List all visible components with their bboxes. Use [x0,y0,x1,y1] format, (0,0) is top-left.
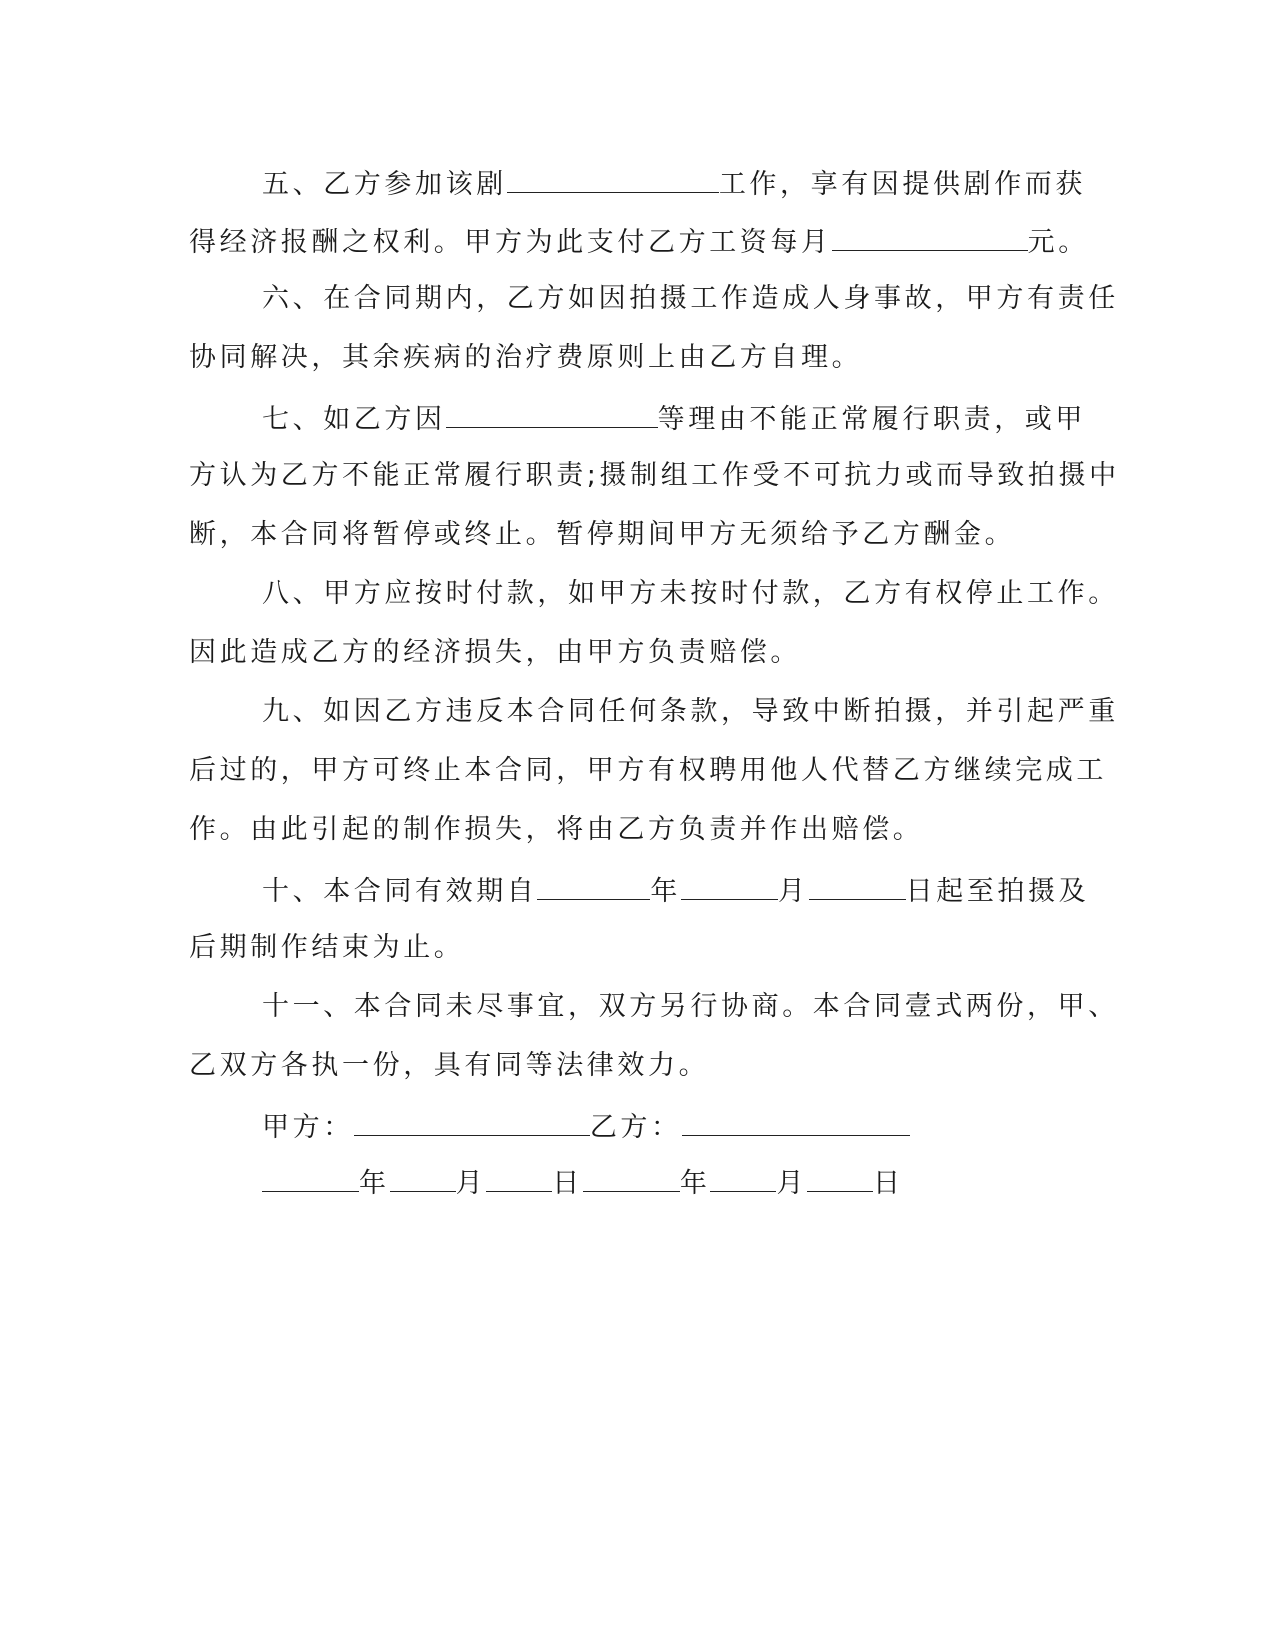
clause-7-text-b: 等理由不能正常履行职责，或甲 [657,404,1087,435]
clause-10-year: 年 [650,876,682,907]
clause-10-text-b: 日起至拍摄及 [905,876,1090,907]
clause-11-line-2: 乙双方各执一份，具有同等法律效力。 [189,1050,710,1081]
clause-11-line-1: 十一、本合同未尽事宜，双方另行协商。本合同壹式两份，甲、 [262,991,1119,1022]
clause-7-line-2: 方认为乙方不能正常履行职责;摄制组工作受不可抗力或而导致拍摄中 [189,460,1120,491]
clause-5-line-2 [189,220,1089,260]
party-b-day-blank [807,1161,873,1192]
clause-5-text-c: 得经济报酬之权利。甲方为此支付乙方工资每月 [189,227,832,258]
clause-10-month: 月 [778,876,809,907]
clause-9-line-1: 九、如因乙方违反本合同任何条款，导致中断拍摄，并引起严重 [262,696,1119,727]
clause-9-line-2: 后过的，甲方可终止本合同，甲方有权聘用他人代替乙方继续完成工 [189,755,1107,786]
party-b-year-blank [583,1161,680,1192]
signature-date-line [262,1161,1162,1201]
clause-7-line-1 [262,397,1162,437]
blank-reason [446,397,658,428]
blank-salary [832,220,1028,251]
party-a-month: 月 [455,1168,487,1199]
clause-6-line-2: 协同解决，其余疾病的治疗费原则上由乙方自理。 [189,342,863,373]
signature-line [262,1105,1162,1145]
clause-5-text-d: 元。 [1027,227,1089,258]
clause-10-text-a: 十、本合同有效期自 [262,876,538,907]
clause-6-line-1: 六、在合同期内，乙方如因拍摄工作造成人身事故，甲方有责任 [262,283,1119,314]
party-a-label: 甲方： [262,1112,354,1143]
clause-5-text-a: 五、乙方参加该剧 [262,169,507,200]
blank-year [537,869,650,900]
party-b-month: 月 [776,1168,808,1199]
party-b-year: 年 [679,1168,711,1199]
clause-5-line-1 [262,162,1162,202]
clause-8-line-2: 因此造成乙方的经济损失，由甲方负责赔偿。 [189,637,801,668]
blank-month [681,869,778,900]
blank-day [809,869,906,900]
blank-role [507,162,719,193]
party-a-day: 日 [552,1168,583,1199]
party-b-label: 乙方： [589,1112,682,1143]
party-a-month-blank [390,1161,456,1192]
clause-9-line-3: 作。由此引起的制作损失，将由乙方负责并作出赔偿。 [189,814,924,845]
clause-5-text-b: 工作，享有因提供剧作而获 [718,169,1087,200]
party-a-year-blank [262,1161,359,1192]
clause-10-line-2: 后期制作结束为止。 [189,932,465,963]
party-a-year: 年 [359,1168,390,1199]
party-a-blank [354,1105,590,1136]
clause-10-line-1 [262,869,1162,909]
party-b-month-blank [710,1161,776,1192]
party-a-day-blank [486,1161,552,1192]
clause-8-line-1: 八、甲方应按时付款，如甲方未按时付款，乙方有权停止工作。 [262,578,1119,609]
clause-7-line-3: 断，本合同将暂停或终止。暂停期间甲方无须给予乙方酬金。 [189,519,1016,550]
party-b-day: 日 [873,1168,904,1199]
clause-7-text-a: 七、如乙方因 [262,404,446,435]
party-b-blank [682,1105,910,1136]
